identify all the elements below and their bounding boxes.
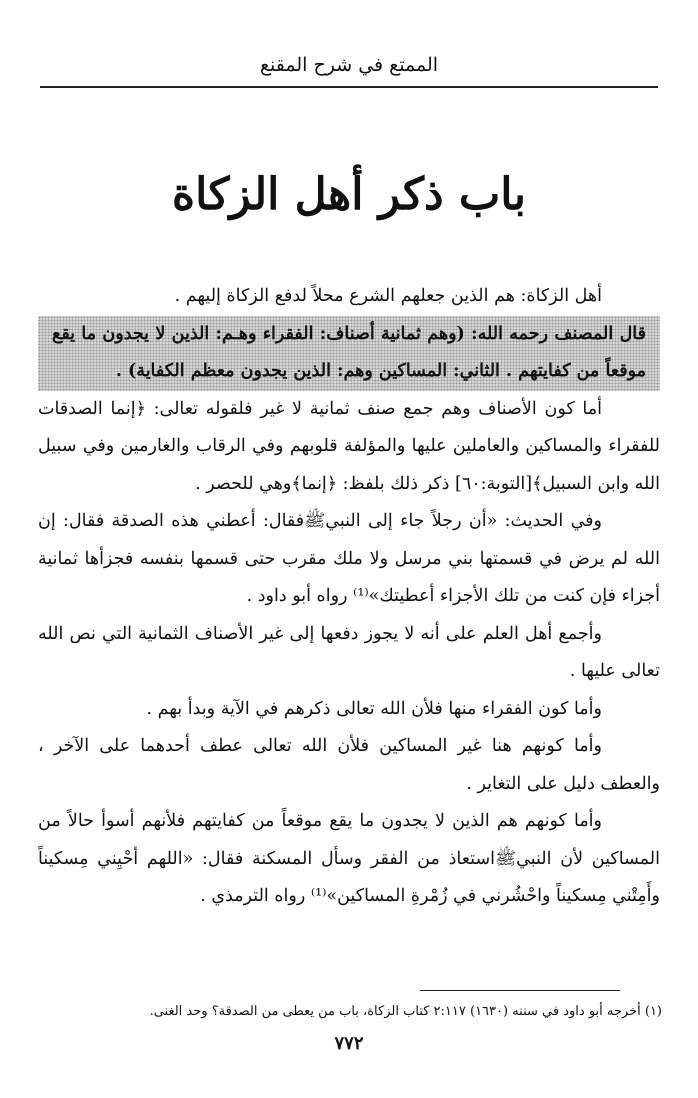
paragraph-fuqara: وأما كون الفقراء منها فلأن الله تعالى ذكرهم في الآية وبدأ بهم . (146, 698, 602, 719)
footnote-rule (420, 990, 620, 991)
running-header-title: الممتع في شرح المقنع (259, 54, 439, 76)
paragraph-aswa-halan: وأما كونهم هم الذين لا يجدون ما يقع موقعاً من كفايتهم فلأنهم أسوأ حالاً من المساكين لأن النبيﷺاستعاذ من الفقر وسأل المسكنة فقال: «اللهم أحْيِني مِسكيناً وأَمِتْني مِسكيناً واحْشُرني في زُمْرةِ المساكين»⁽¹⁾ رواه الترمذي . (38, 811, 660, 906)
body-text (38, 278, 660, 916)
intro-paragraph: أهل الزكاة: هم الذين جعلهم الشرع محلاً لدفع الزكاة إليهم . (174, 286, 602, 306)
paragraph-sinf-count: أما كون الأصناف وهم جمع صنف ثمانية لا غير فلقوله تعالى: ﴿إنما الصدقات للفقراء والمساكين والعاملين عليها والمؤلفة قلوبهم وفي الرقاب والغارمين وفي سبيل الله وابن السبيل﴾[التوبة:٦٠] ذكر ذلك بلفظ: ﴿إنما﴾وهي للحصر . (38, 398, 660, 494)
page-number: ٧٧٢ (334, 1033, 364, 1054)
paragraph-ghayr-masakin: وأما كونهم هنا غير المساكين فلأن الله تعالى عطف أحدهما على الآخر ، والعطف دليل على التغاير . (38, 736, 660, 794)
header-rule (40, 86, 658, 88)
paragraph-ijma: وأجمع أهل العلم على أنه لا يجوز دفعها إلى غير الأصناف الثمانية التي نص الله تعالى عليها . (38, 623, 660, 681)
paragraph-hadith: وفي الحديث: «أن رجلاً جاء إلى النبيﷺفقال: أعطني هذه الصدقة فقال: إن الله لم يرض في قسمتها بني مرسل ولا ملك مقرب حتى قسمها بنفسه فجزأها ثمانية أجزاء فإن كنت من تلك الأجزاء أعطيتك»⁽¹⁾ رواه أبو داود . (38, 511, 660, 606)
matn-highlight: قال المصنف رحمه الله: (وهم ثمانية أصناف: الفقراء وهـم: الذين لا يجدون ما يقع موقعاً من كفايتهم . الثاني: المساكين وهم: الذين يجدون معظم الكفاية) . (38, 316, 660, 391)
chapter-title: باب ذكر أهل الزكاة (172, 169, 526, 220)
footnote: (١) أخرجه أبو داود في سننه (١٦٣٠) ٢:١١٧ كتاب الزكاة، باب من يعطى من الصدقة؟ وحد الغنى. (149, 1004, 662, 1019)
